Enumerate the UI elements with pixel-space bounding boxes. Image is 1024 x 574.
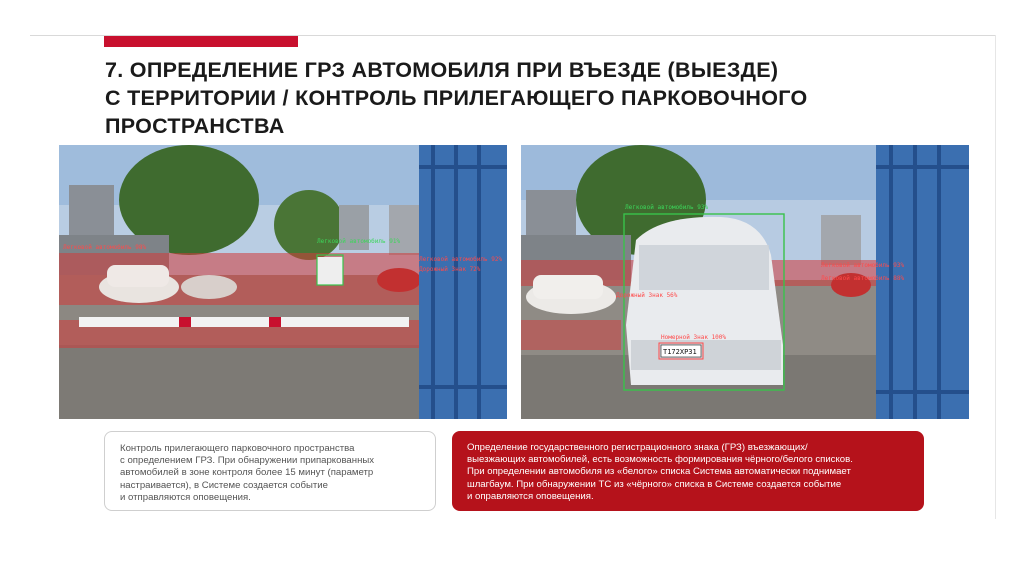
detection-label: Легковой автомобиль 93%	[625, 204, 709, 211]
title-line-2: С ТЕРРИТОРИИ / КОНТРОЛЬ ПРИЛЕГАЮЩЕГО ПАРКОВОЧНОГО	[105, 86, 808, 110]
text-line: настраивается), в Системе создается событие	[120, 479, 328, 491]
detection-label: Дорожный Знак 72%	[419, 266, 481, 273]
parking-control-card	[104, 431, 436, 511]
detection-label: Легковой автомобиль 92%	[419, 256, 503, 263]
detection-label: Легковой автомобиль 91%	[317, 238, 401, 245]
text-line: и отправляются оповещения.	[120, 491, 251, 503]
detection-label: Легковой автомобиль 93%	[821, 262, 905, 269]
text-line: Контроль прилегающего парковочного пространства	[120, 443, 355, 454]
title-line-3: ПРОСТРАНСТВА	[105, 114, 285, 138]
text-line: с определением ГРЗ. При обнаружении припаркованных	[120, 455, 375, 467]
parking-control-text	[120, 443, 421, 504]
text-line: выезжающих автомобилей, есть возможность формирования чёрного/белого списков.	[467, 454, 853, 466]
title-line-1: 7. ОПРЕДЕЛЕНИЕ ГРЗ АВТОМОБИЛЯ ПРИ ВЪЕЗДЕ (ВЫЕЗДЕ)	[105, 58, 779, 82]
slide	[30, 36, 995, 520]
detection-label: Дорожный Знак 56%	[616, 292, 678, 299]
plate-recognition-text	[467, 442, 910, 503]
entry-gate-image	[521, 145, 969, 419]
text-line: При определении автомобиля из «белого» списка Система автоматически поднимает	[467, 466, 851, 478]
text-line: и оправляются оповещения.	[467, 490, 594, 502]
entry-plate-recognition-photo	[521, 145, 969, 419]
text-line: Определение государственного регистрационного знака (ГРЗ) въезжающих/	[467, 442, 808, 453]
license-plate: Т172ХР31	[663, 348, 697, 356]
plate-recognition-card	[452, 431, 924, 511]
detection-label: Легковой автомобиль 98%	[63, 244, 147, 251]
parking-control-photo	[59, 145, 507, 419]
text-line: автомобилей в зоне контроля более 15 минут (параметр	[120, 467, 374, 479]
detection-label: Номерной Знак 100%	[661, 334, 727, 341]
detection-label: Легковой автомобиль 88%	[821, 275, 905, 282]
slide-title	[105, 56, 925, 140]
text-line: шлагбаум. При обнаружении ТС из «чёрного» списка в Системе создается событие	[467, 478, 842, 490]
scrollbar-track[interactable]	[995, 35, 996, 519]
parking-lot-image	[59, 145, 507, 419]
accent-bar	[104, 36, 298, 47]
